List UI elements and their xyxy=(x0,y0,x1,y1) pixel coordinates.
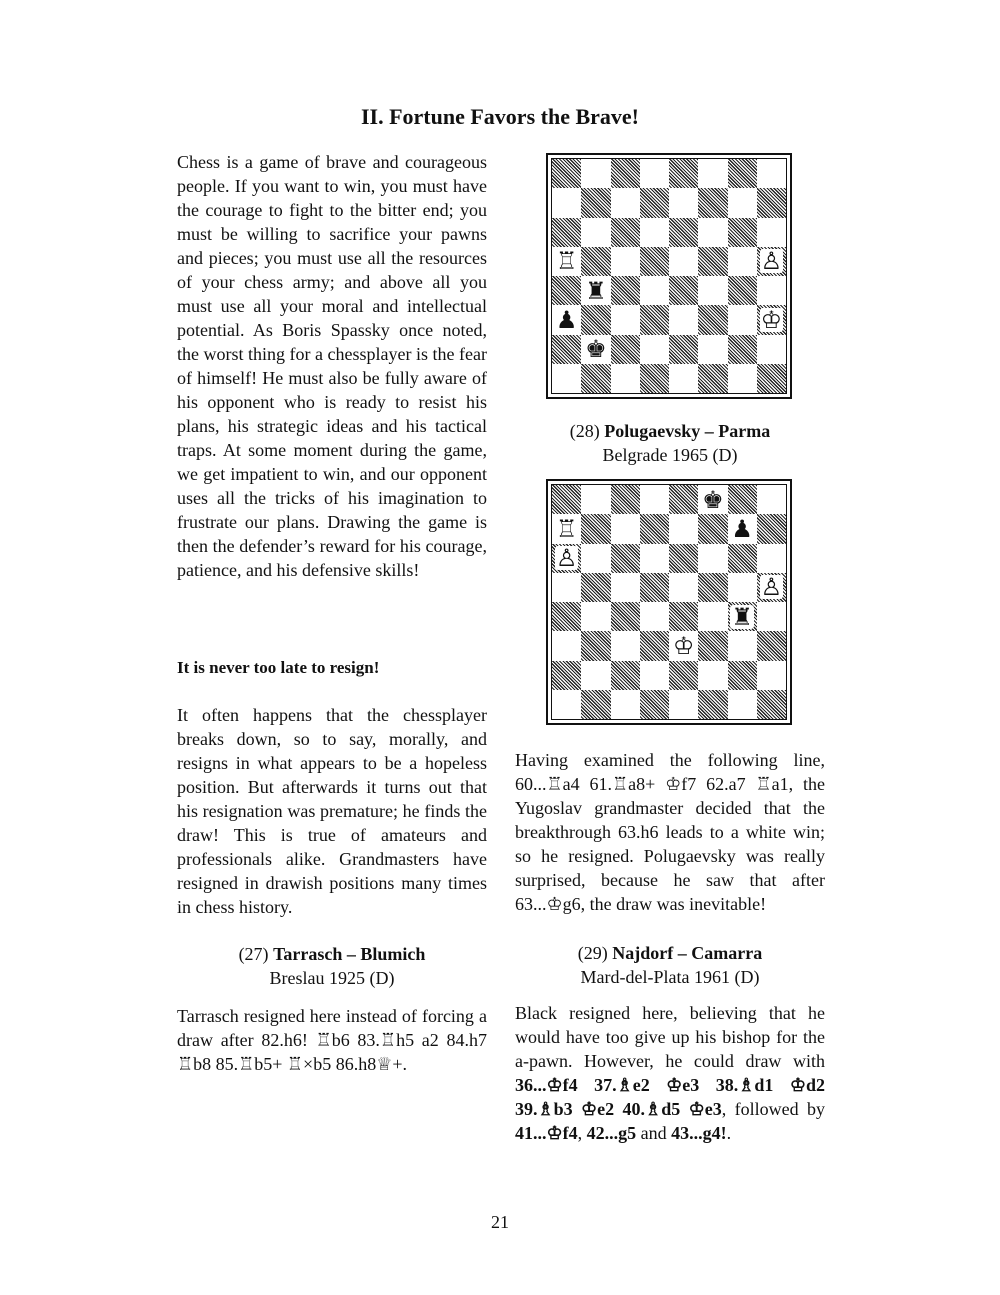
square-e5 xyxy=(669,573,698,602)
square-f5 xyxy=(698,573,727,602)
square-e4 xyxy=(669,602,698,631)
square-b6 xyxy=(581,544,610,573)
square-a5 xyxy=(552,573,581,602)
game28-text: Having examined the following line, 60...♖a4 61.♖a8+ ♔f7 62.a7 ♖a1, the Yugoslav grandmaster decided that the breakthrough 63.h6 leads to a white win; so he resigned. Polugaevsky was really surprised, because he saw that after 63...♔g6, the draw was inevitable! xyxy=(515,750,825,914)
square-c4 xyxy=(611,276,640,305)
square-b7 xyxy=(581,188,610,217)
square-f3 xyxy=(698,631,727,660)
square-e7 xyxy=(669,514,698,543)
square-e8 xyxy=(669,159,698,188)
square-b2 xyxy=(581,661,610,690)
game29-move-43: 43...g4! xyxy=(671,1123,727,1143)
square-d4 xyxy=(640,602,669,631)
square-d6 xyxy=(640,218,669,247)
page-number: 21 xyxy=(491,1212,509,1232)
square-g8 xyxy=(728,485,757,514)
square-f5 xyxy=(698,247,727,276)
square-f4 xyxy=(698,276,727,305)
chess-piece-icon: ♙ xyxy=(760,247,783,276)
square-f8 xyxy=(698,485,727,514)
section-title: II. Fortune Favors the Brave! xyxy=(360,104,639,129)
square-a3 xyxy=(552,631,581,660)
square-c6 xyxy=(611,544,640,573)
square-e8 xyxy=(669,485,698,514)
square-a4 xyxy=(552,602,581,631)
intro-paragraph: Chess is a game of brave and courageous people. If you want to win, you must have the courage to fight to the bitter end; you must be willing to sacrifice your pawns and pieces; you must use all the resources of your chess army; and above all you must use all your moral and intellectual potential. As Boris Spassky once noted, the worst thing for a chessplayer is the fear of himself! He must also be fully aware of his opponent who is ready to resist his plans, his strategic ideas and his tactical traps. At some moment during the game, we get impatient to win, and our opponent uses all the tricks of his imagination to frustrate our plans. Drawing the game is then the defender’s reward for his courage, patience, and his defensive skills! xyxy=(177,152,487,580)
square-c8 xyxy=(611,485,640,514)
square-a6 xyxy=(552,544,581,573)
chess-piece-icon: ♖ xyxy=(555,514,578,543)
square-b1 xyxy=(581,690,610,719)
square-b1 xyxy=(581,364,610,393)
square-h3 xyxy=(757,305,786,334)
chess-piece-icon: ♖ xyxy=(555,247,578,276)
square-e7 xyxy=(669,188,698,217)
square-b8 xyxy=(581,159,610,188)
square-f1 xyxy=(698,364,727,393)
square-d2 xyxy=(640,661,669,690)
square-a1 xyxy=(552,364,581,393)
square-b5 xyxy=(581,247,610,276)
square-c3 xyxy=(611,305,640,334)
square-d3 xyxy=(640,305,669,334)
square-d5 xyxy=(640,573,669,602)
chess-piece-icon: ♙ xyxy=(760,573,783,602)
square-h7 xyxy=(757,514,786,543)
game29-move-41: 41...♔f4 xyxy=(515,1123,578,1143)
game27-caption xyxy=(177,942,487,990)
square-g5 xyxy=(728,247,757,276)
square-d1 xyxy=(640,690,669,719)
square-f7 xyxy=(698,188,727,217)
square-c7 xyxy=(611,514,640,543)
square-e1 xyxy=(669,364,698,393)
game28-players: Polugaevsky – Parma xyxy=(604,421,771,441)
chess-piece-icon: ♔ xyxy=(760,305,783,334)
game27-event: Breslau 1925 (D) xyxy=(269,968,395,988)
chess-diagram-27 xyxy=(546,153,792,399)
square-f2 xyxy=(698,661,727,690)
square-a4 xyxy=(552,276,581,305)
square-d8 xyxy=(640,159,669,188)
square-a2 xyxy=(552,335,581,364)
square-e3 xyxy=(669,305,698,334)
square-c1 xyxy=(611,364,640,393)
square-g2 xyxy=(728,335,757,364)
square-h3 xyxy=(757,631,786,660)
square-g2 xyxy=(728,661,757,690)
square-d8 xyxy=(640,485,669,514)
game29-moves-main: 36...♔f4 37.♗e2 ♔e3 38.♗d1 ♔d2 39.♗b3 ♔e2 40.♗d5 ♔e3 xyxy=(515,1075,825,1119)
square-f7 xyxy=(698,514,727,543)
square-e6 xyxy=(669,218,698,247)
square-d2 xyxy=(640,335,669,364)
square-g3 xyxy=(728,631,757,660)
square-f3 xyxy=(698,305,727,334)
square-e1 xyxy=(669,690,698,719)
chess-diagram-28 xyxy=(546,479,792,725)
square-h4 xyxy=(757,276,786,305)
square-c2 xyxy=(611,335,640,364)
square-d7 xyxy=(640,188,669,217)
square-f4 xyxy=(698,602,727,631)
square-d6 xyxy=(640,544,669,573)
square-h4 xyxy=(757,602,786,631)
square-c5 xyxy=(611,573,640,602)
square-g4 xyxy=(728,276,757,305)
square-f6 xyxy=(698,218,727,247)
game28-event: Belgrade 1965 (D) xyxy=(602,445,738,465)
chess-piece-icon: ♟ xyxy=(555,305,578,334)
square-d5 xyxy=(640,247,669,276)
square-b7 xyxy=(581,514,610,543)
square-b4 xyxy=(581,602,610,631)
square-f1 xyxy=(698,690,727,719)
game27-text: Tarrasch resigned here instead of forcing a draw after 82.h6! ♖b6 83.♖h5 a2 84.h7 ♖b8 85.♖b5+ ♖×b5 86.h8♕+. xyxy=(177,1006,487,1074)
chess-piece-icon: ♜ xyxy=(585,276,607,305)
square-f6 xyxy=(698,544,727,573)
square-a1 xyxy=(552,690,581,719)
square-a2 xyxy=(552,661,581,690)
square-c7 xyxy=(611,188,640,217)
square-g3 xyxy=(728,305,757,334)
square-d4 xyxy=(640,276,669,305)
square-c5 xyxy=(611,247,640,276)
chess-piece-icon: ♚ xyxy=(585,335,607,364)
square-b6 xyxy=(581,218,610,247)
square-h8 xyxy=(757,159,786,188)
subheading: It is never too late to resign! xyxy=(177,658,380,677)
square-h5 xyxy=(757,247,786,276)
square-a6 xyxy=(552,218,581,247)
square-h6 xyxy=(757,544,786,573)
chess-piece-icon: ♙ xyxy=(555,544,578,573)
chess-piece-icon: ♟ xyxy=(731,514,753,543)
square-h2 xyxy=(757,661,786,690)
square-b3 xyxy=(581,631,610,660)
square-h1 xyxy=(757,690,786,719)
game29-event: Mard-del-Plata 1961 (D) xyxy=(580,967,760,987)
resign-paragraph: It often happens that the chessplayer breaks down, so to say, morally, and resigns in what appears to be a hopeless position. But afterwards it turns out that his resignation was premature; he finds the draw! This is true of amateurs and professionals alike. Grandmasters have resigned in drawish positions many times in chess history. xyxy=(177,705,487,917)
game29-move-42: 42...g5 xyxy=(586,1123,637,1143)
square-f8 xyxy=(698,159,727,188)
square-e2 xyxy=(669,661,698,690)
square-b2 xyxy=(581,335,610,364)
square-h5 xyxy=(757,573,786,602)
square-g6 xyxy=(728,544,757,573)
square-c8 xyxy=(611,159,640,188)
square-g7 xyxy=(728,514,757,543)
square-a8 xyxy=(552,485,581,514)
square-a5 xyxy=(552,247,581,276)
square-a7 xyxy=(552,514,581,543)
square-b5 xyxy=(581,573,610,602)
square-g4 xyxy=(728,602,757,631)
square-g6 xyxy=(728,218,757,247)
game28-caption xyxy=(515,419,825,467)
square-a3 xyxy=(552,305,581,334)
square-d3 xyxy=(640,631,669,660)
square-h1 xyxy=(757,364,786,393)
chess-piece-icon: ♚ xyxy=(702,485,724,514)
square-f2 xyxy=(698,335,727,364)
square-h7 xyxy=(757,188,786,217)
game29-number: (29) xyxy=(577,943,608,963)
square-d1 xyxy=(640,364,669,393)
square-b3 xyxy=(581,305,610,334)
square-g5 xyxy=(728,573,757,602)
square-d7 xyxy=(640,514,669,543)
chess-piece-icon: ♜ xyxy=(731,602,753,631)
square-c3 xyxy=(611,631,640,660)
square-e5 xyxy=(669,247,698,276)
game27-number: (27) xyxy=(238,944,269,964)
square-h2 xyxy=(757,335,786,364)
square-a7 xyxy=(552,188,581,217)
chess-piece-icon: ♔ xyxy=(672,631,695,660)
square-e2 xyxy=(669,335,698,364)
square-c4 xyxy=(611,602,640,631)
square-g8 xyxy=(728,159,757,188)
game28-number: (28) xyxy=(569,421,600,441)
square-g1 xyxy=(728,690,757,719)
square-c6 xyxy=(611,218,640,247)
square-a8 xyxy=(552,159,581,188)
square-e6 xyxy=(669,544,698,573)
square-g7 xyxy=(728,188,757,217)
square-e4 xyxy=(669,276,698,305)
square-c2 xyxy=(611,661,640,690)
game29-text: Black resigned here, believing that he would have too give up his bishop for the a-pawn. However, he could draw with 36...♔f4 37.♗e2 ♔e3 38.♗d1 ♔d2 39.♗b3 ♔e2 40.♗d5 ♔e3, followed by 41...♔f4, 42...g5 and 43...g4!. xyxy=(515,1003,826,1143)
game29-players: Najdorf – Camarra xyxy=(612,943,763,963)
square-h8 xyxy=(757,485,786,514)
square-b4 xyxy=(581,276,610,305)
square-g1 xyxy=(728,364,757,393)
square-c1 xyxy=(611,690,640,719)
game29-caption xyxy=(515,941,825,989)
game27-players: Tarrasch – Blumich xyxy=(273,944,426,964)
square-h6 xyxy=(757,218,786,247)
square-b8 xyxy=(581,485,610,514)
square-e3 xyxy=(669,631,698,660)
